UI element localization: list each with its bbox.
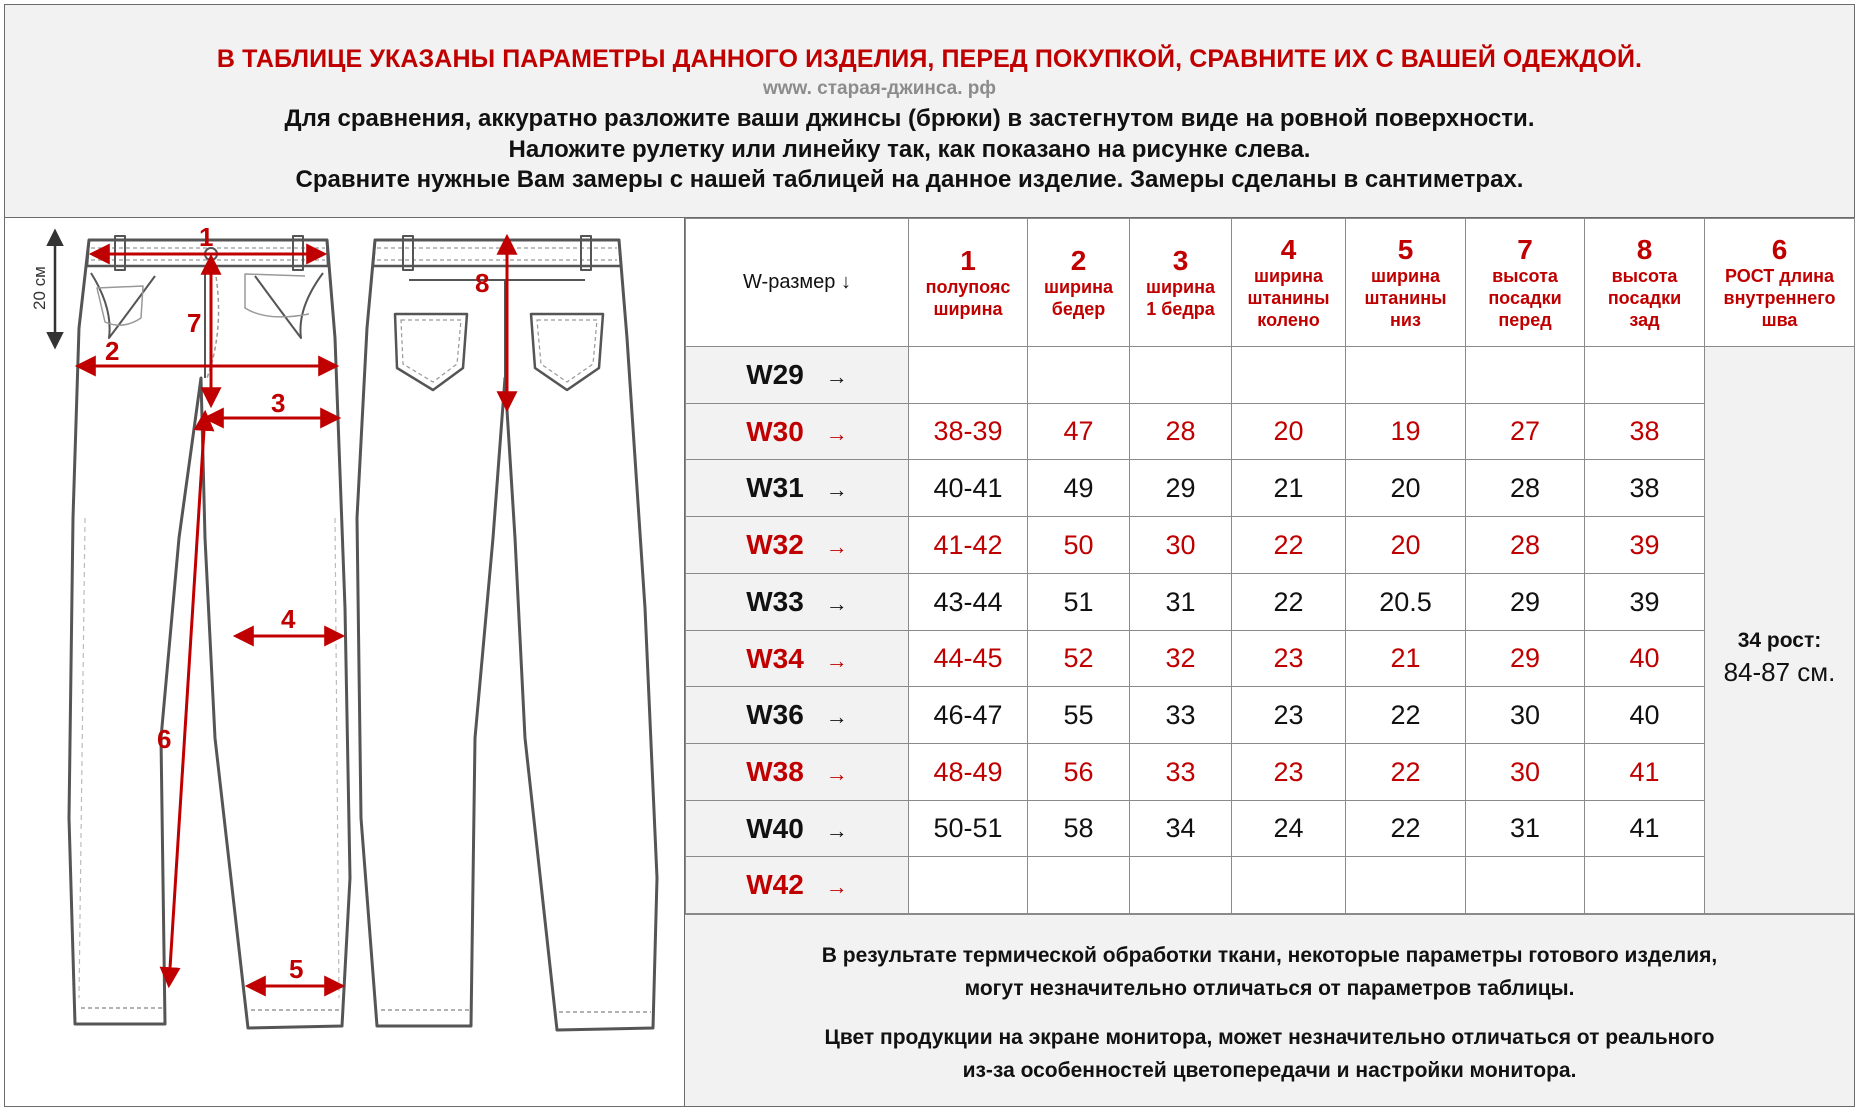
scale-marker [30, 232, 55, 346]
measurement-cell [1585, 347, 1705, 404]
marker-2: 2 [105, 336, 120, 366]
measurement-cell: 29 [1130, 460, 1232, 517]
measurement-cell: 30 [1130, 517, 1232, 574]
measurement-cell: 55 [1028, 687, 1130, 744]
w-size-header: W-размер ↓ [686, 219, 909, 347]
table-row [686, 801, 1855, 857]
instruction-line-2: Наложите рулетку или линейку так, как показано на рисунке слева. [508, 136, 1311, 163]
arrow-right-icon: → [825, 534, 848, 559]
arrow-right-icon: → [825, 364, 848, 389]
table-row [686, 574, 1855, 631]
col-header-hips: 2 ширина бедер [1028, 219, 1130, 347]
measurement-cell: 22 [1346, 687, 1466, 744]
table-row [686, 347, 1855, 404]
size-label-cell [686, 687, 909, 744]
marker-8: 8 [475, 268, 490, 298]
measurement-cell: 39 [1585, 574, 1705, 631]
height-label: 34 рост: [1737, 628, 1822, 652]
jeans-diagram [5, 218, 685, 1106]
col-header-thigh: 3 ширина 1 бедра [1130, 219, 1232, 347]
measurement-cell: 23 [1232, 687, 1346, 744]
inseam-header-gap [1705, 347, 1855, 404]
size-label-cell [686, 347, 909, 404]
inseam-height-cell [1705, 404, 1855, 914]
size-label: W29 [746, 359, 804, 390]
site-watermark: www. старая-джинса. рф [762, 78, 997, 99]
arrow-right-icon: → [825, 647, 848, 673]
size-label-cell [686, 801, 909, 857]
instruction-line-3: Сравните нужные Вам замеры с нашей таблицей на данное изделие. Замеры сделаны в сантиметрах. [295, 166, 1524, 193]
jeans-measurement-illustration [5, 218, 685, 1106]
measurement-cell: 49 [1028, 460, 1130, 517]
measurement-cell [1130, 857, 1232, 914]
measurement-cell [1466, 347, 1585, 404]
arrow-right-icon: → [825, 761, 848, 786]
measurement-cell: 40 [1585, 687, 1705, 744]
measurement-cell: 47 [1028, 404, 1130, 460]
table-row [686, 404, 1855, 460]
measurement-cell: 23 [1232, 631, 1346, 687]
col-header-back-rise: 8 высота посадки зад [1585, 219, 1705, 347]
measurement-cell: 52 [1028, 631, 1130, 687]
measurement-cell: 50-51 [909, 801, 1028, 857]
measurement-cell: 29 [1466, 631, 1585, 687]
size-label: W30 [746, 415, 804, 447]
table-header-row [686, 219, 1855, 347]
size-label-cell [686, 631, 909, 687]
measurement-cell [1232, 347, 1346, 404]
marker-1: 1 [199, 222, 214, 252]
measurement-cell: 46-47 [909, 687, 1028, 744]
arrow-right-icon: → [825, 874, 848, 899]
measurement-cell: 31 [1466, 801, 1585, 857]
arrow-right-icon: → [825, 704, 848, 729]
measurement-cell: 38 [1585, 460, 1705, 517]
size-label: W40 [746, 812, 804, 844]
warning-text: В ТАБЛИЦЕ УКАЗАНЫ ПАРАМЕТРЫ ДАННОГО ИЗДЕЛИЯ, ПЕРЕД ПОКУПКОЙ, СРАВНИТЕ ИХ С ВАШЕЙ ОДЕЖДОЙ. [216, 45, 1643, 73]
size-label: W33 [746, 586, 804, 617]
measurement-cell: 28 [1466, 460, 1585, 517]
measurement-cell: 50 [1028, 517, 1130, 574]
measurement-cell [909, 347, 1028, 404]
measurement-cell: 41 [1585, 744, 1705, 801]
measurement-cell: 30 [1466, 744, 1585, 801]
measurement-cell [1028, 347, 1130, 404]
measurement-cell: 43-44 [909, 574, 1028, 631]
measurement-cell: 48-49 [909, 744, 1028, 801]
disclaimer-color: Цвет продукции на экране монитора, может незначительно отличаться от реального из-за особенностей цветопередачи и настройки монитора. [824, 1026, 1715, 1082]
size-label-cell [686, 517, 909, 574]
table-row [686, 631, 1855, 687]
measurement-cell: 19 [1346, 404, 1466, 460]
measurement-cell: 44-45 [909, 631, 1028, 687]
size-label-cell [686, 574, 909, 631]
measurement-cell: 40-41 [909, 460, 1028, 517]
size-label: W36 [746, 699, 804, 730]
table-row [686, 857, 1855, 914]
instruction-line-1: Для сравнения, аккуратно разложите ваши джинсы (брюки) в застегнутом виде на ровной поверхности. [284, 105, 1535, 132]
measurement-cell [1028, 857, 1130, 914]
measurement-cell: 22 [1232, 517, 1346, 574]
measurement-cell: 20 [1346, 517, 1466, 574]
table-row [686, 460, 1855, 517]
arrow-right-icon: → [825, 420, 848, 446]
size-label: W34 [746, 642, 804, 674]
measurement-cell [1466, 857, 1585, 914]
measurement-cell: 51 [1028, 574, 1130, 631]
measurement-cell: 40 [1585, 631, 1705, 687]
size-label: W42 [746, 869, 804, 900]
measurement-cell: 41 [1585, 801, 1705, 857]
measurement-cell: 22 [1346, 744, 1466, 801]
measurement-cell [1130, 347, 1232, 404]
measurement-cell: 38-39 [909, 404, 1028, 460]
measurement-cell: 29 [1466, 574, 1585, 631]
height-value: 84-87 см. [1723, 656, 1836, 687]
measurement-cell: 27 [1466, 404, 1585, 460]
arrow-right-icon: → [825, 477, 848, 502]
measurement-cell [1232, 857, 1346, 914]
measurement-cell: 21 [1346, 631, 1466, 687]
arrow-right-icon: → [825, 591, 848, 616]
size-label-cell [686, 404, 909, 460]
measurement-cell [909, 857, 1028, 914]
measurement-cell: 22 [1346, 801, 1466, 857]
table-row [686, 517, 1855, 574]
measurement-cell: 28 [1466, 517, 1585, 574]
col-header-knee: 4 ширина штанины колено [1232, 219, 1346, 347]
size-label-cell [686, 857, 909, 914]
instructions-header [5, 5, 1854, 218]
marker-3: 3 [271, 388, 286, 418]
disclaimer-processing: В результате термической обработки ткани, некоторые параметры готового изделия, могут незначительно отличаться от параметров таблицы. [821, 944, 1718, 1000]
measurement-cell: 58 [1028, 801, 1130, 857]
measurement-cell: 20 [1346, 460, 1466, 517]
marker-5: 5 [289, 954, 304, 984]
size-label: W31 [746, 472, 804, 503]
marker-6: 6 [157, 724, 172, 754]
measurement-cell: 28 [1130, 404, 1232, 460]
size-label: W32 [746, 529, 804, 560]
measurement-cell: 33 [1130, 687, 1232, 744]
col-header-front-rise: 7 высота посадки перед [1466, 219, 1585, 347]
col-header-leg-opening: 5 ширина штанины низ [1346, 219, 1466, 347]
measurement-cell: 34 [1130, 801, 1232, 857]
arrow-right-icon: → [825, 817, 848, 843]
measurement-cell: 38 [1585, 404, 1705, 460]
measurement-cell: 22 [1232, 574, 1346, 631]
measurement-cell: 20.5 [1346, 574, 1466, 631]
col-header-waist: 1 полупояс ширина [909, 219, 1028, 347]
measurement-cell: 20 [1232, 404, 1346, 460]
table-row [686, 744, 1855, 801]
table-row [686, 687, 1855, 744]
measurement-cell: 21 [1232, 460, 1346, 517]
size-table [685, 218, 1855, 914]
size-label-cell [686, 744, 909, 801]
measurement-cell: 39 [1585, 517, 1705, 574]
measurement-cell [1585, 857, 1705, 914]
measurement-cell: 41-42 [909, 517, 1028, 574]
measurement-cell: 24 [1232, 801, 1346, 857]
measurement-cell: 30 [1466, 687, 1585, 744]
scale-label: 20 см [30, 266, 49, 310]
marker-4: 4 [281, 604, 296, 634]
marker-7: 7 [187, 308, 202, 338]
measurement-cell [1346, 857, 1466, 914]
col-header-inseam: 6 РОСТ длина внутреннего шва [1705, 219, 1855, 347]
measurement-cell: 23 [1232, 744, 1346, 801]
measurement-cell [1346, 347, 1466, 404]
measurement-cell: 32 [1130, 631, 1232, 687]
measurement-cell: 33 [1130, 744, 1232, 801]
size-label-cell [686, 460, 909, 517]
measurement-cell: 56 [1028, 744, 1130, 801]
disclaimer-footer [685, 914, 1854, 1106]
measurement-cell: 31 [1130, 574, 1232, 631]
size-label: W38 [746, 756, 804, 787]
